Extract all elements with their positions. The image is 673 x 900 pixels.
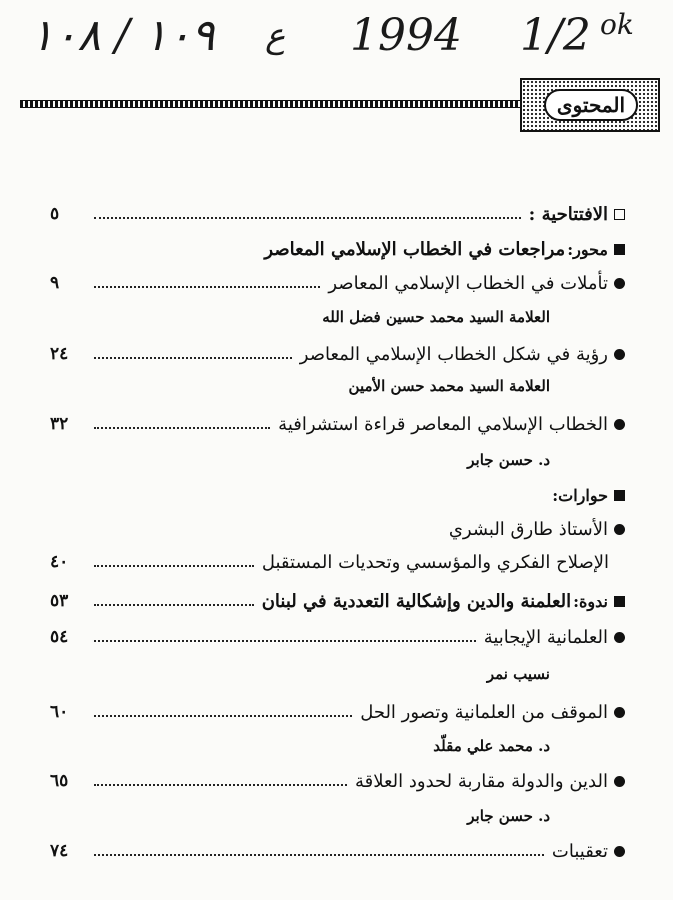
handwritten-year: 1994	[350, 10, 462, 61]
toc-entry-sublabel: الإصلاح الفكري والمؤسسي وتحديات المستقبل	[261, 551, 609, 573]
circle-bullet-icon	[614, 776, 625, 787]
toc-author: د. محمد علي مقلّد	[433, 737, 550, 755]
dot-leader	[94, 286, 320, 288]
toc-entry-1[interactable]	[50, 266, 625, 300]
toc-page-number: ٦٠	[50, 702, 69, 722]
toc-section-axis[interactable]	[50, 232, 625, 266]
toc-page-number: ٣٢	[50, 414, 69, 434]
toc-entry-label: الافتتاحية :	[528, 203, 608, 225]
section-title: العلمنة والدين وإشكالية التعددية في لبنان	[261, 590, 572, 612]
circle-bullet-icon	[614, 846, 625, 857]
handwritten-issue-numbers: ١٠٩ / ١٠٨	[30, 10, 215, 61]
toc-entry-3[interactable]	[50, 407, 625, 441]
toc-page-number: ٦٥	[50, 771, 69, 791]
section-head: محور:	[567, 239, 608, 259]
toc-author: د. حسن جابر	[467, 451, 550, 469]
circle-bullet-icon	[614, 278, 625, 289]
toc-page-number: ٢٤	[50, 344, 69, 364]
section-head: حوارات:	[552, 485, 608, 505]
toc-entry-label: العلمانية الإيجابية	[483, 626, 608, 648]
toc-page-number: ٤٠	[50, 552, 69, 572]
handwritten-fraction: 1/2	[520, 10, 591, 61]
toc-section-symposium[interactable]	[50, 584, 625, 618]
toc-entry-2[interactable]	[50, 337, 625, 371]
toc-entry-8[interactable]	[50, 834, 625, 868]
dot-leader	[94, 427, 270, 429]
square-bullet-icon	[614, 244, 625, 255]
toc-entry-label: رؤية في شكل الخطاب الإسلامي المعاصر	[299, 343, 608, 365]
dot-leader	[94, 604, 254, 606]
circle-bullet-icon	[614, 419, 625, 430]
toc-page-number: ٥٣	[50, 591, 69, 611]
toc-entry-opening[interactable]	[50, 197, 625, 231]
dot-leader	[94, 357, 292, 359]
toc-entry-label: تعقيبات	[551, 840, 608, 862]
toc-entry-7[interactable]	[50, 764, 625, 798]
toc-entry-label: تأملات في الخطاب الإسلامي المعاصر	[328, 272, 608, 294]
dot-leader	[94, 640, 476, 642]
dot-leader	[94, 565, 254, 567]
toc-entry-label: الدين والدولة مقاربة لحدود العلاقة	[355, 770, 608, 792]
toc-author: د. حسن جابر	[467, 807, 550, 825]
square-bullet-icon	[614, 490, 625, 501]
square-bullet-icon	[614, 596, 625, 607]
dot-leader	[94, 715, 352, 717]
toc-entry-4-subtitle[interactable]	[50, 545, 625, 579]
section-title: مراجعات في الخطاب الإسلامي المعاصر	[264, 238, 566, 260]
handwritten-ok: ok	[600, 8, 634, 41]
toc-page-number: ٧٤	[50, 841, 69, 861]
toc-entry-label: الموقف من العلمانية وتصور الحل	[360, 701, 608, 723]
page-title: المحتوى	[544, 89, 638, 121]
toc-author: العلامة السيد محمد حسين فضل الله	[322, 308, 550, 326]
toc-page-number: ٩	[50, 273, 60, 293]
toc-entry-6[interactable]	[50, 695, 625, 729]
square-outline-bullet-icon	[614, 209, 625, 220]
circle-bullet-icon	[614, 524, 625, 535]
toc-author: نسيب نمر	[486, 665, 550, 683]
toc-entry-label: الخطاب الإسلامي المعاصر قراءة استشرافية	[278, 413, 608, 435]
circle-bullet-icon	[614, 707, 625, 718]
dot-leader	[94, 784, 347, 786]
handwritten-letter: ع	[265, 16, 286, 56]
toc-author: العلامة السيد محمد حسن الأمين	[348, 377, 550, 395]
toc-section-interviews[interactable]	[50, 478, 625, 512]
toc-entry-4[interactable]	[50, 512, 625, 546]
dot-leader	[94, 217, 521, 219]
section-head: ندوة:	[573, 591, 608, 611]
dot-leader	[94, 854, 544, 856]
toc-page-number: ٥	[50, 204, 60, 224]
toc-page-number: ٥٤	[50, 627, 69, 647]
circle-bullet-icon	[614, 632, 625, 643]
toc-entry-5[interactable]	[50, 620, 625, 654]
toc-entry-label: الأستاذ طارق البشري	[448, 518, 608, 540]
circle-bullet-icon	[614, 349, 625, 360]
